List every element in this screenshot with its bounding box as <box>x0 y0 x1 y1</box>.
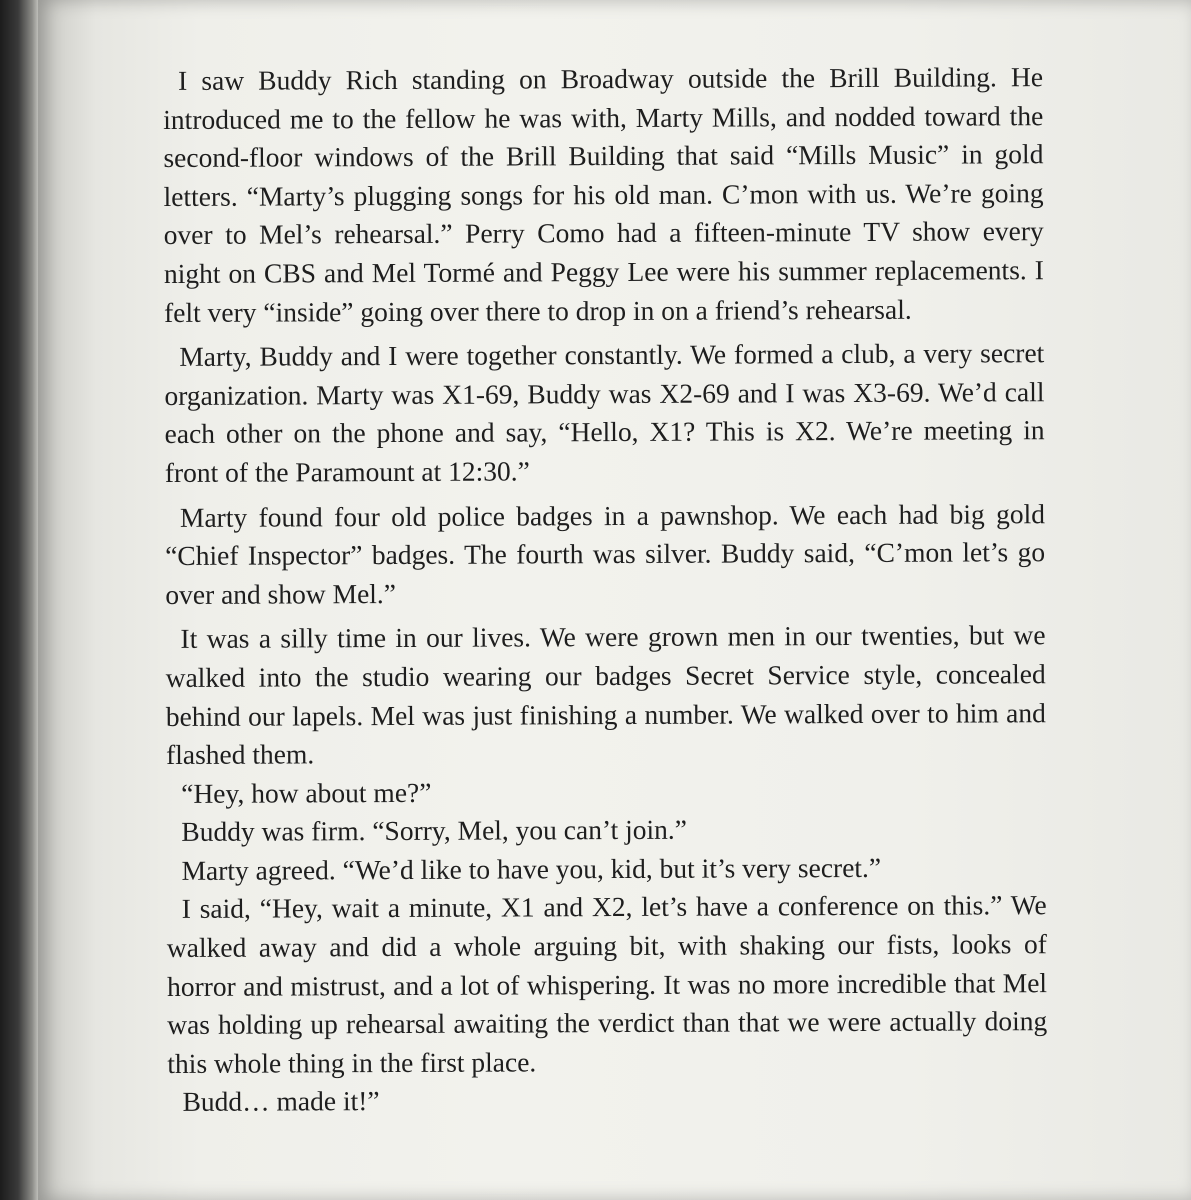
book-page <box>38 0 1191 1200</box>
paragraph-partial-bottom: Budd… made it!” <box>182 1085 380 1118</box>
paragraph-buddy-firm: Buddy was firm. “Sorry, Mel, you can’t join.” <box>181 814 688 848</box>
page-text <box>163 58 1048 1122</box>
paragraph-brill-building: I saw Buddy Rich standing on Broadway outside the Brill Building. He introduced me to the fellow he was with, Marty Mills, and nodded toward the second-floor windows of the Brill Building that said “Mills Music” in gold letters. “Marty’s plugging songs for his old man. C’mon with us. We’re going over to Mel’s rehearsal.” Perry Como had a fifteen-minute TV show every night on CBS and Mel Tormé and Peggy Lee were his summer replacements. I felt very “inside” going over there to drop in on a friend’s rehearsal. <box>163 61 1044 328</box>
paragraph-police-badges: Marty found four old police badges in a pawnshop. We each had big gold “Chief Inspector” badges. The fourth was silver. Buddy said, “C’mon let’s go over and show Mel.” <box>165 497 1046 610</box>
book-gutter <box>0 0 40 1200</box>
paragraph-hey-how-about-me: “Hey, how about me?” <box>181 776 432 809</box>
paragraph-marty-agreed: Marty agreed. “We’d like to have you, kid, but it’s very secret.” <box>181 851 882 886</box>
paragraph-secret-club: Marty, Buddy and I were together constantly. We formed a club, a very secret organization. Marty was X1-69, Buddy was X2-69 and I was X3-69. We’d call each other on the phone and say, “Hello, X1? This is X2. We’re meeting in front of the Paramount at 12:30.” <box>164 337 1045 488</box>
paragraph-silly-time: It was a silly time in our lives. We were grown men in our twenties, but we walked into the studio wearing our badges Secret Service style, concealed behind our lapels. Mel was just finishing a number. We walked over to him and flashed them. <box>165 619 1046 771</box>
paragraph-conference: I said, “Hey, wait a minute, X1 and X2, let’s have a conference on this.” We walked away and did a whole arguing bit, with shaking our fists, looks of horror and mistrust, and a lot of whispering. It was no more incredible that Mel was holding up rehearsal awaiting the verdict than that we were actually doing this whole thing in the first place. <box>166 889 1048 1079</box>
